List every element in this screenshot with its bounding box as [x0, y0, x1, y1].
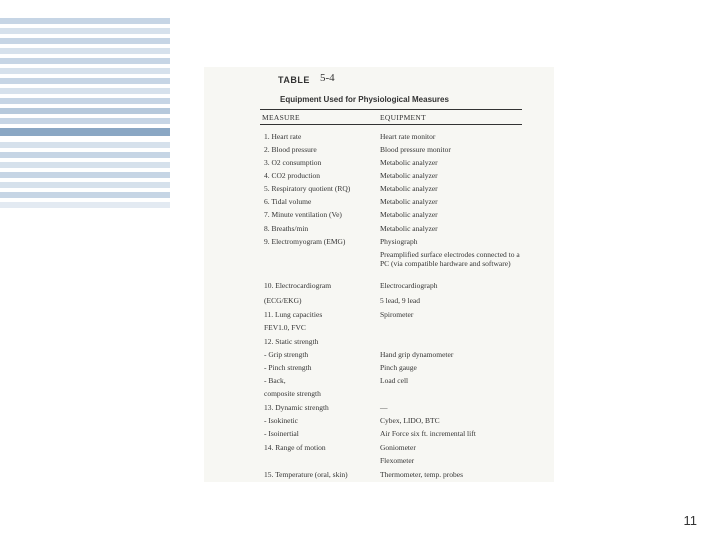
- page-number: 11: [683, 513, 697, 528]
- measure-cell: - Back,: [264, 376, 286, 385]
- measure-cell: 5. Respiratory quotient (RQ): [264, 184, 351, 193]
- measure-cell: 4. CO2 production: [264, 171, 321, 180]
- measure-cell: - Grip strength: [264, 350, 309, 359]
- equipment-cell: Air Force six ft. incremental lift: [380, 429, 476, 438]
- measure-cell: (ECG/EKG): [264, 296, 302, 305]
- decorative-stripes: [0, 0, 170, 230]
- top-rule: [260, 109, 522, 110]
- table-scan-image: [204, 67, 554, 482]
- measure-cell: 15. Temperature (oral, skin): [264, 470, 348, 479]
- column-header-equipment: EQUIPMENT: [380, 113, 427, 122]
- table-label: TABLE: [278, 75, 310, 85]
- equipment-cell: Cybex, LIDO, BTC: [380, 416, 440, 425]
- equipment-cell: 5 lead, 9 lead: [380, 296, 420, 305]
- measure-cell: FEV1.0, FVC: [264, 323, 306, 332]
- measure-cell: 8. Breaths/min: [264, 224, 309, 233]
- table-number: 5-4: [320, 72, 335, 84]
- equipment-cell: Heart rate monitor: [380, 132, 436, 141]
- equipment-cell: Metabolic analyzer: [380, 171, 438, 180]
- equipment-cell: Flexometer: [380, 456, 415, 465]
- column-header-measure: MEASURE: [262, 113, 300, 122]
- measure-cell: 7. Minute ventilation (Ve): [264, 210, 342, 219]
- measure-cell: 12. Static strength: [264, 337, 319, 346]
- equipment-cell: Blood pressure monitor: [380, 145, 451, 154]
- measure-cell: - Isoinertial: [264, 429, 299, 438]
- equipment-cell: Metabolic analyzer: [380, 224, 438, 233]
- equipment-cell: Preamplified surface electrodes connected to a PC (via compatible hardware and software): [380, 250, 520, 268]
- equipment-cell: Pinch gauge: [380, 363, 417, 372]
- equipment-cell: Metabolic analyzer: [380, 197, 438, 206]
- equipment-cell: Thermometer, temp. probes: [380, 470, 464, 479]
- equipment-cell: Spirometer: [380, 310, 414, 319]
- equipment-cell: Goniometer: [380, 443, 416, 452]
- measure-cell: 14. Range of motion: [264, 443, 326, 452]
- equipment-cell: —: [380, 403, 388, 412]
- equipment-cell: Metabolic analyzer: [380, 158, 438, 167]
- measure-cell: 10. Electrocardiogram: [264, 281, 332, 290]
- equipment-cell: Physiograph: [380, 237, 418, 246]
- measure-cell: 2. Blood pressure: [264, 145, 317, 154]
- equipment-cell: Hand grip dynamometer: [380, 350, 454, 359]
- table-title: Equipment Used for Physiological Measures: [280, 95, 449, 104]
- measure-cell: 13. Dynamic strength: [264, 403, 329, 412]
- measure-cell: 9. Electromyogram (EMG): [264, 237, 346, 246]
- measure-cell: 6. Tidal volume: [264, 197, 312, 206]
- measure-cell: 1. Heart rate: [264, 132, 302, 141]
- measure-cell: - Pinch strength: [264, 363, 312, 372]
- measure-cell: 3. O2 consumption: [264, 158, 322, 167]
- measure-cell: - Isokinetic: [264, 416, 298, 425]
- header-rule: [260, 124, 522, 125]
- equipment-cell: Electrocardiograph: [380, 281, 438, 290]
- measure-cell: 11. Lung capacities: [264, 310, 323, 319]
- measure-cell: composite strength: [264, 389, 321, 398]
- equipment-cell: Load cell: [380, 376, 409, 385]
- equipment-cell: Metabolic analyzer: [380, 210, 438, 219]
- equipment-cell: Metabolic analyzer: [380, 184, 438, 193]
